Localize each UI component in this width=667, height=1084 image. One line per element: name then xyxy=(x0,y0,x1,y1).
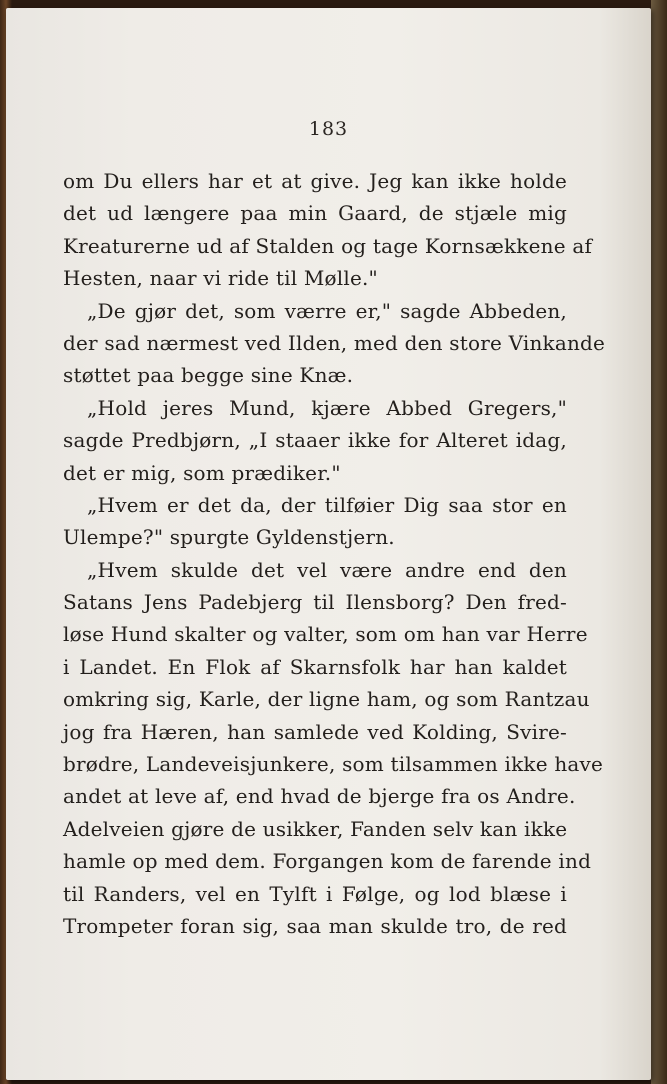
text-line: Satans Jens Padebjerg til Ilensborg? Den fred- xyxy=(63,590,567,615)
text-line: jog fra Hæren, han samlede ved Kolding, Svire- xyxy=(63,719,567,744)
text-line: sagde Predbjørn, „I staaer ikke for Alteret idag, xyxy=(63,428,567,453)
text-line: Ulempe?" spurgte Gyldenstjern. xyxy=(63,525,395,550)
text-line: det er mig, som prædiker." xyxy=(63,460,341,485)
text-line: støttet paa begge sine Knæ. xyxy=(63,363,354,388)
text-line: andet at leve af, end hvad de bjerge fra os Andre. xyxy=(63,784,576,809)
body-text xyxy=(63,165,606,942)
text-line: Trompeter foran sig, saa man skulde tro, de red xyxy=(63,913,567,938)
text-line: om Du ellers har et at give. Jeg kan ikke holde xyxy=(63,169,567,193)
text-line: omkring sig, Karle, der ligne ham, og som Rantzau xyxy=(63,687,590,712)
text-line: Kreaturerne ud af Stalden og tage Kornsækkene af xyxy=(63,233,593,258)
text-line: brødre, Landeveisjunkere, som tilsammen ikke have xyxy=(63,752,604,777)
book-page-edge xyxy=(651,0,667,1084)
page-number: 183 xyxy=(308,118,349,140)
text-line: Adelveien gjøre de usikker, Fanden selv kan ikke xyxy=(63,816,568,841)
text-line: det ud længere paa min Gaard, de stjæle mig xyxy=(63,201,567,226)
text-line: „Hold jeres Mund, kjære Abbed Gregers," xyxy=(87,395,567,420)
text-line: „De gjør det, som værre er," sagde Abbeden, xyxy=(87,298,567,323)
text-line: i Landet. En Flok af Skarnsfolk har han kaldet xyxy=(63,654,567,679)
text-line: der sad nærmest ved Ilden, med den store Vinkande xyxy=(63,330,606,355)
text-line: „Hvem skulde det vel være andre end den xyxy=(87,557,567,582)
text-line: „Hvem er det da, der tilføier Dig saa stor en xyxy=(87,492,567,517)
text-line: hamle op med dem. Forgangen kom de farende ind xyxy=(63,849,592,874)
text-line: løse Hund skalter og valter, som om han var Herre xyxy=(63,622,588,647)
text-line: Hesten, naar vi ride til Mølle." xyxy=(63,266,378,291)
text-line: til Randers, vel en Tylft i Følge, og lod blæse i xyxy=(63,881,567,906)
book-page xyxy=(6,8,651,1080)
